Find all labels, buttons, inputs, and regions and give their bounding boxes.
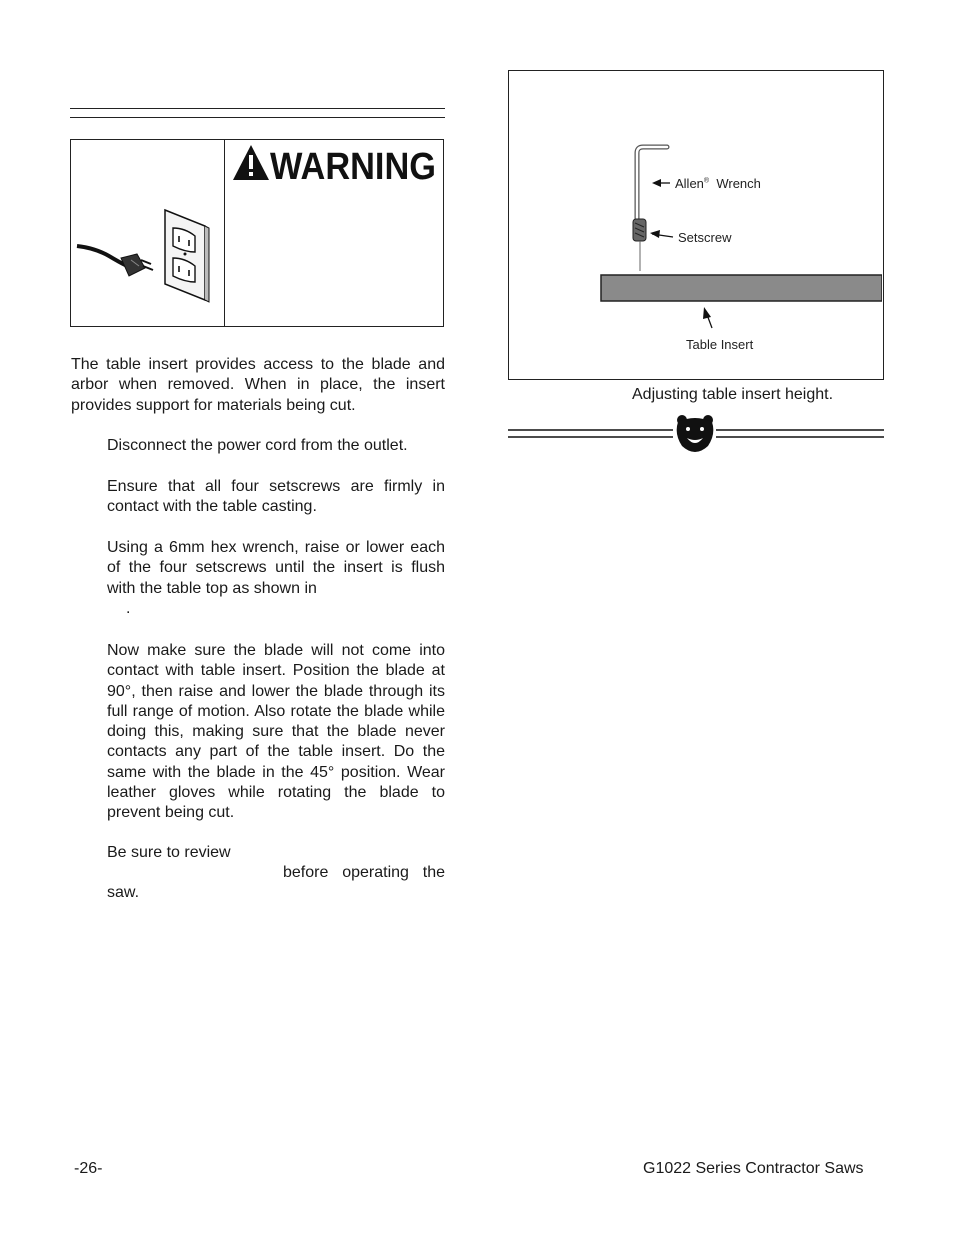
header-rule-bottom	[70, 117, 445, 118]
manual-title: G1022 Series Contractor Saws	[643, 1160, 864, 1177]
header-rule-top	[70, 108, 445, 109]
step-3-end: .	[126, 600, 131, 617]
step-1: Disconnect the power cord from the outlet.	[107, 437, 408, 454]
label-allen: Allen® Wrench	[675, 176, 761, 191]
warning-divider	[224, 140, 225, 326]
figure-caption: Adjusting table insert height.	[632, 386, 834, 403]
section-divider	[508, 414, 884, 456]
label-setscrew: Setscrew	[678, 230, 732, 245]
warning-triangle-icon	[233, 145, 269, 180]
power-plug-icon	[75, 208, 215, 320]
warning-title-text: WARNING	[270, 146, 436, 183]
arrow-insert-icon	[703, 307, 712, 328]
arrow-setscrew-icon	[650, 230, 673, 238]
arrow-wrench-icon	[652, 179, 670, 187]
setscrew-icon	[633, 219, 646, 271]
step-5-line-1: Be sure to review	[107, 844, 231, 861]
warning-title	[232, 143, 438, 183]
step-5-line-2: before operating the	[283, 864, 445, 881]
label-table-insert: Table Insert	[686, 337, 754, 352]
step-2: Ensure that all four setscrews are firmly in contact with the table casting.	[107, 478, 445, 516]
step-4: Now make sure the blade will not come into contact with table insert. Position the blade at 90°, then raise and lower the blade through its full range of motion. Also rotate the blade while doing this, making sure that the blade never contacts any part of the table insert. Do the same with the blade in the 45° position. Wear leather gloves while rotating the blade to prevent being cut.	[107, 642, 445, 822]
step-3: Using a 6mm hex wrench, raise or lower each of the four setscrews until the insert is flush with the table top as shown in	[107, 539, 445, 597]
intro-paragraph: The table insert provides access to the blade and arbor when removed. When in place, the insert provides support for materials being cut.	[71, 356, 445, 414]
page-number: -26-	[74, 1160, 103, 1177]
bear-logo-icon	[677, 415, 714, 452]
table-insert-bar	[601, 275, 882, 301]
step-5-line-3: saw.	[107, 884, 140, 901]
figure-illustration	[509, 71, 882, 378]
figure-box	[508, 70, 884, 380]
wall-outlet-icon	[165, 210, 209, 302]
